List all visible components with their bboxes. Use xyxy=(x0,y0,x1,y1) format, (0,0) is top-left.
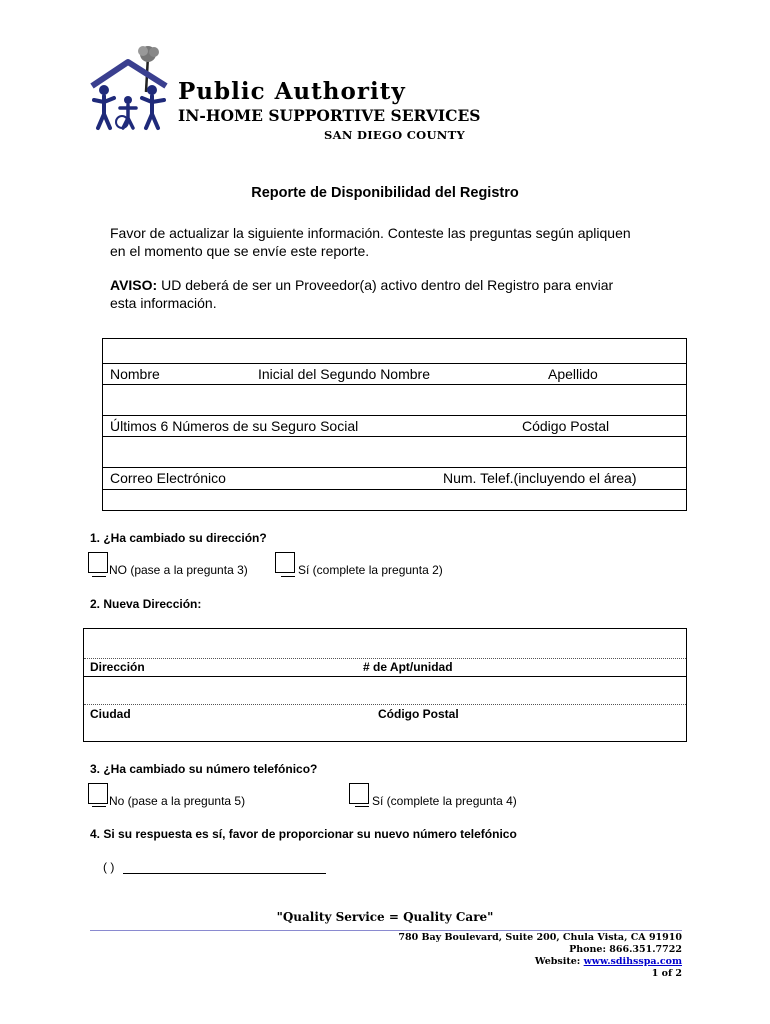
notice-line-2: esta información. xyxy=(110,295,217,311)
q1-si-label: Sí (complete la pregunta 2) xyxy=(298,563,443,577)
notice-line-1: UD deberá de ser un Proveedor(a) activo dentro del Registro para enviar xyxy=(157,277,614,293)
q3-no-checkbox[interactable] xyxy=(88,783,108,804)
organization-name: Public Authority xyxy=(178,78,406,105)
apellido-label: Apellido xyxy=(548,366,598,382)
footer-phone: Phone: 866.351.7722 xyxy=(569,944,682,955)
ssn-label: Últimos 6 Números de su Seguro Social xyxy=(110,418,359,434)
divider xyxy=(102,436,687,437)
website-link[interactable]: www.sdihsspa.com xyxy=(583,956,682,967)
divider xyxy=(102,467,687,468)
divider xyxy=(102,489,687,490)
question-4: 4. Si su respuesta es sí, favor de proporcionar su nuevo número telefónico xyxy=(90,827,517,841)
divider xyxy=(102,384,687,385)
notice-paragraph xyxy=(110,276,670,312)
middle-initial-label: Inicial del Segundo Nombre xyxy=(258,366,430,382)
new-phone-line[interactable] xyxy=(123,873,326,874)
q1-no-checkbox[interactable] xyxy=(88,552,108,573)
organization-county: SAN DIEGO COUNTY xyxy=(324,128,465,142)
website-label: Website: xyxy=(534,956,584,967)
notice-label: AVISO: xyxy=(110,277,158,293)
dotted-divider xyxy=(84,658,686,659)
email-label: Correo Electrónico xyxy=(110,470,226,486)
q1-no-label: NO (pase a la pregunta 3) xyxy=(109,563,248,577)
new-postal-code-label: Código Postal xyxy=(378,707,459,721)
document-title: Reporte de Disponibilidad del Registro xyxy=(251,185,519,201)
intro-line-2: en el momento que se envíe este reporte. xyxy=(110,243,370,259)
q1-si-underline xyxy=(281,576,295,577)
question-3: 3. ¿Ha cambiado su número telefónico? xyxy=(90,762,318,776)
footer-website xyxy=(535,956,682,968)
footer-motto: "Quality Service = Quality Care" xyxy=(276,910,494,924)
page-number: 1 of 2 xyxy=(651,968,682,979)
dotted-divider xyxy=(84,704,686,705)
q1-no-underline xyxy=(92,576,106,577)
nombre-label: Nombre xyxy=(110,366,160,382)
city-label: Ciudad xyxy=(90,707,131,721)
q3-no-underline xyxy=(92,806,106,807)
apt-unit-label: # de Apt/unidad xyxy=(363,660,453,674)
postal-code-label: Código Postal xyxy=(522,418,610,434)
q1-si-checkbox[interactable] xyxy=(275,552,295,573)
q3-si-label: Sí (complete la pregunta 4) xyxy=(372,794,517,808)
divider xyxy=(102,363,687,364)
phone-label: Num. Telef.(incluyendo el área) xyxy=(443,470,637,486)
address-label: Dirección xyxy=(90,660,145,674)
divider xyxy=(102,415,687,416)
q3-si-checkbox[interactable] xyxy=(349,783,369,804)
intro-line-1: Favor de actualizar la siguiente información. Conteste las preguntas según apliquen xyxy=(110,225,631,241)
q3-si-underline xyxy=(355,806,369,807)
new-address-box xyxy=(83,628,687,742)
organization-logo xyxy=(88,42,174,132)
divider xyxy=(84,676,686,677)
phone-area-code: ( ) xyxy=(103,860,115,874)
question-1: 1. ¿Ha cambiado su dirección? xyxy=(90,531,267,545)
organization-subtitle: IN-HOME SUPPORTIVE SERVICES xyxy=(178,106,481,125)
intro-paragraph xyxy=(110,224,670,260)
footer-divider xyxy=(90,930,682,931)
question-2: 2. Nueva Dirección: xyxy=(90,597,202,611)
q3-no-label: No (pase a la pregunta 5) xyxy=(109,794,246,808)
footer-address: 780 Bay Boulevard, Suite 200, Chula Vista, CA 91910 xyxy=(398,932,682,943)
